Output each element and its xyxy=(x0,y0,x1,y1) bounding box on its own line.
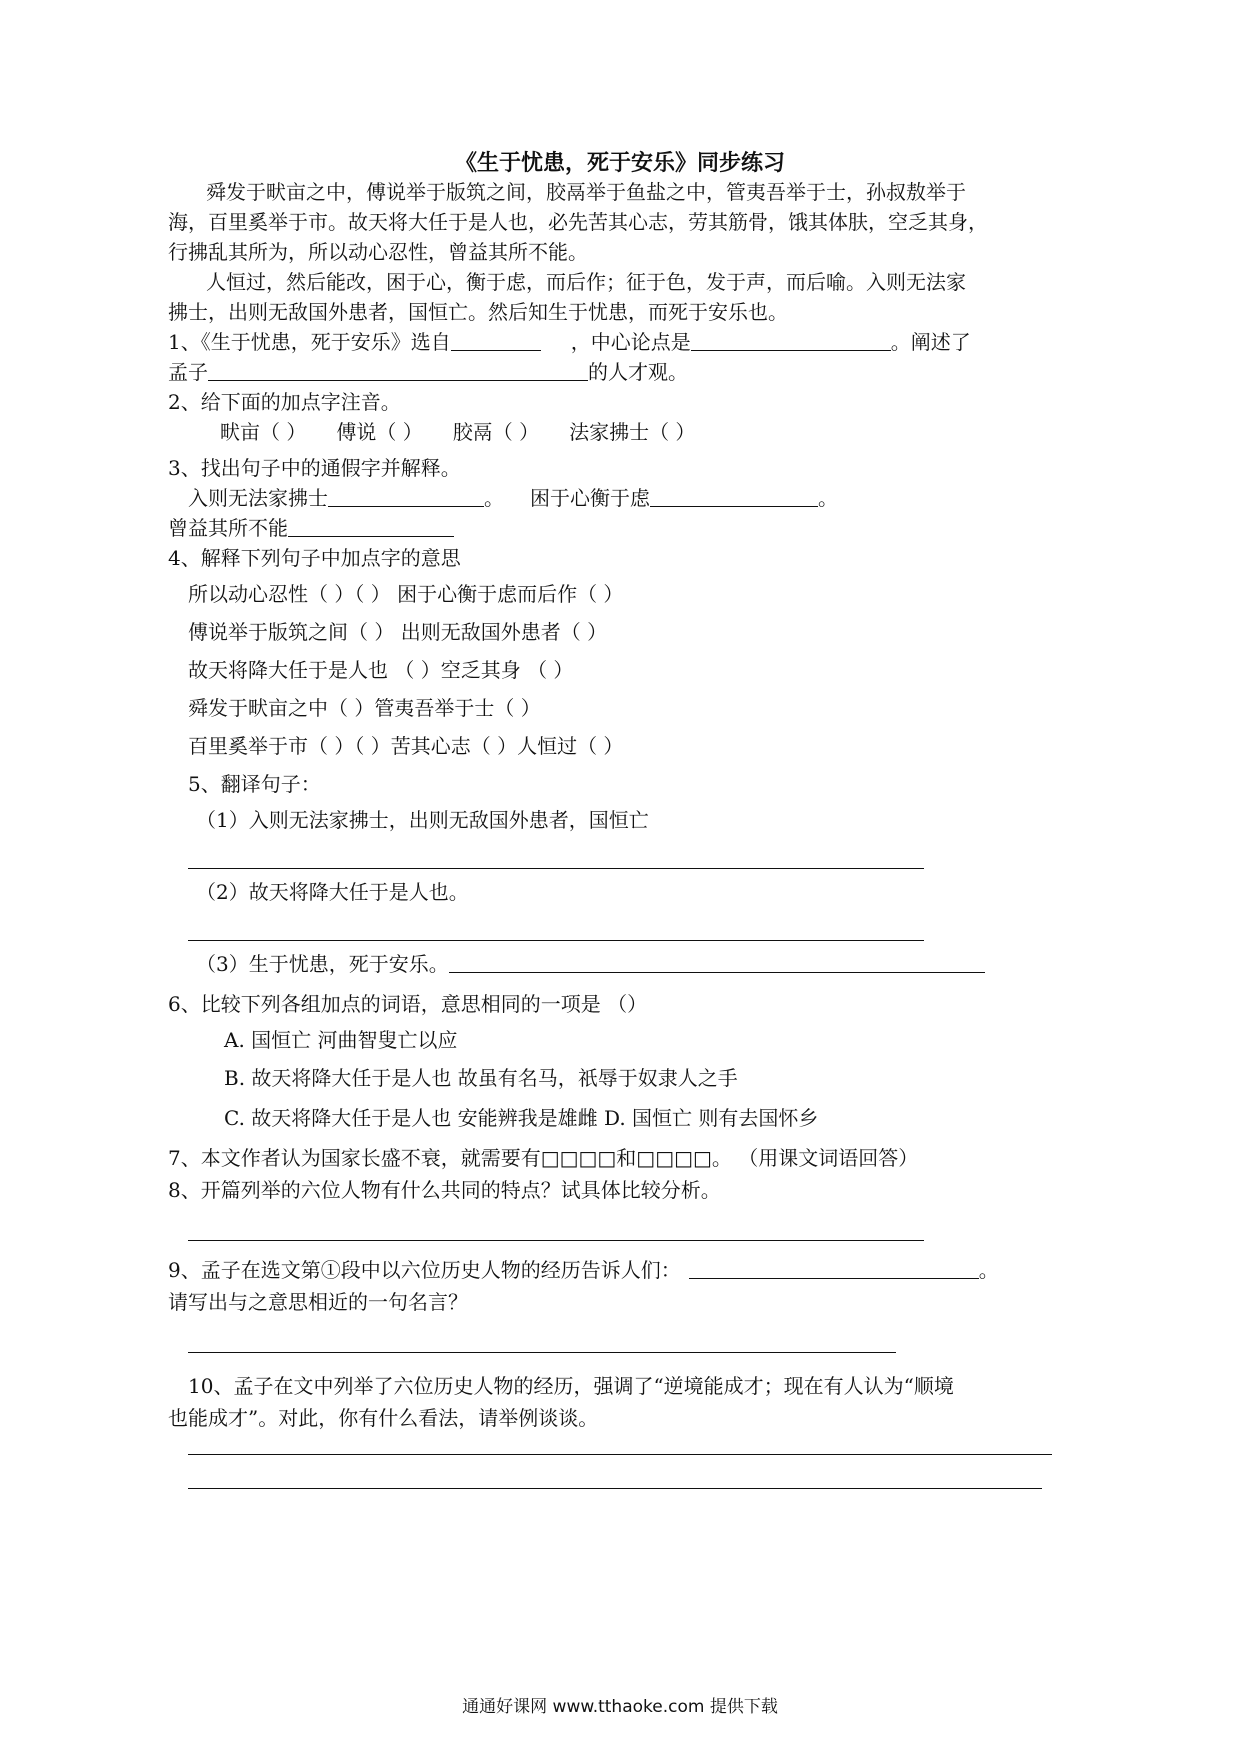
question-1-cont xyxy=(168,358,688,386)
question-4-stem: 4、解释下列句子中加点字的意思 xyxy=(168,546,461,570)
question-10: 10、孟子在文中列举了六位历史人物的经历，强调了“逆境能成才；现在有人认为“顺境 xyxy=(188,1374,954,1398)
question-text: 9、孟子在选文第①段中以六位历史人物的经历告诉人们： xyxy=(168,1258,681,1282)
pinyin-item: 法家拂士（ ） xyxy=(569,420,696,444)
answer-line[interactable] xyxy=(188,1488,1042,1489)
question-text: 的人才观。 xyxy=(588,360,688,384)
question-6-option: B. 故天将降大任于是人也 故虽有名马，祇辱于奴隶人之手 xyxy=(224,1066,738,1090)
question-5-sentence: （1）入则无法家拂士，出则无敌国外患者，国恒亡 xyxy=(196,808,649,832)
question-4-row: 百里奚举于市（ ）（ ）苦其心志（ ）人恒过（ ） xyxy=(188,734,624,758)
question-4-row: 所以动心忍性（ ）（ ） 困于心衡于虑而后作（ ） xyxy=(188,582,624,606)
page-title: 《生于忧患，死于安乐》同步练习 xyxy=(454,150,785,176)
passage-line: 拂士，出则无敌国外患者，国恒亡。然后知生于忧患，而死于安乐也。 xyxy=(168,300,788,324)
answer-line[interactable] xyxy=(188,940,924,941)
passage-line: 人恒过，然后能改，困于心，衡于虑，而后作；征于色，发于声，而后喻。入则无法家 xyxy=(206,270,966,294)
passage-line: 海，百里奚举于市。故天将大任于是人也，必先苦其心志，劳其筋骨，饿其体肤，空乏其身， xyxy=(168,210,988,234)
answer-blank[interactable] xyxy=(449,950,985,973)
answer-line[interactable] xyxy=(188,1240,924,1241)
page-footer: 通通好课网 www.tthaoke.com 提供下载 xyxy=(462,1697,778,1717)
question-text: 。 xyxy=(978,1258,999,1282)
question-4-row: 故天将降大任于是人也 （ ）空乏其身 （ ） xyxy=(188,658,574,682)
question-text: 孟子 xyxy=(168,360,208,384)
question-10-cont: 也能成才”。对此，你有什么看法，请举例谈谈。 xyxy=(168,1406,599,1430)
question-3-row xyxy=(168,514,454,542)
question-text: 。 xyxy=(818,486,838,510)
question-2-items xyxy=(220,418,695,446)
answer-blank[interactable] xyxy=(208,358,588,381)
question-text: 1、《生于忧患，死于安乐》选自 xyxy=(168,330,451,354)
answer-blank[interactable] xyxy=(288,514,454,537)
question-text: （3）生于忧患，死于安乐。 xyxy=(196,952,449,976)
answer-blank[interactable] xyxy=(691,328,891,351)
question-1 xyxy=(168,328,971,356)
answer-blank[interactable] xyxy=(451,328,541,351)
question-text: 。阐述了 xyxy=(890,330,971,354)
question-5-sentence xyxy=(196,950,985,978)
answer-blank[interactable] xyxy=(650,484,818,507)
question-6-stem: 6、比较下列各组加点的词语，意思相同的一项是 （） xyxy=(168,992,648,1016)
answer-blank[interactable] xyxy=(328,484,484,507)
answer-line[interactable] xyxy=(188,868,924,869)
passage-line: 舜发于畎亩之中，傅说举于版筑之间，胶鬲举于鱼盐之中，管夷吾举于士，孙叔敖举于 xyxy=(206,180,966,204)
answer-line[interactable] xyxy=(188,1352,896,1353)
question-text: ，中心论点是 xyxy=(570,330,691,354)
question-text: 。 xyxy=(484,486,504,510)
pinyin-item: 傅说（ ） xyxy=(336,420,423,444)
question-5-stem: 5、翻译句子： xyxy=(188,772,321,796)
question-text: 入则无法家拂士 xyxy=(188,486,328,510)
question-4-row: 傅说举于版筑之间（ ） 出则无敌国外患者（ ） xyxy=(188,620,608,644)
question-7: 7、本文作者认为国家长盛不衰，就需要有□□□□和□□□□。 （用课文词语回答） xyxy=(168,1146,919,1170)
question-text: 困于心衡于虑 xyxy=(530,486,650,510)
pinyin-item: 畎亩（ ） xyxy=(220,420,307,444)
question-4-row: 舜发于畎亩之中（ ）管夷吾举于士（ ） xyxy=(188,696,541,720)
question-9 xyxy=(168,1256,999,1284)
question-8: 8、开篇列举的六位人物有什么共同的特点？试具体比较分析。 xyxy=(168,1178,721,1202)
question-5-sentence: （2）故天将降大任于是人也。 xyxy=(196,880,469,904)
question-2-stem: 2、给下面的加点字注音。 xyxy=(168,390,401,414)
question-3-stem: 3、找出句子中的通假字并解释。 xyxy=(168,456,461,480)
question-9-cont: 请写出与之意思相近的一句名言？ xyxy=(168,1290,468,1314)
question-6-option: C. 故天将降大任于是人也 安能辨我是雄雌 D. 国恒亡 则有去国怀乡 xyxy=(224,1106,819,1130)
question-text: 曾益其所不能 xyxy=(168,516,288,540)
question-3-row xyxy=(188,484,838,512)
pinyin-item: 胶鬲（ ） xyxy=(452,420,540,444)
answer-blank[interactable] xyxy=(689,1256,979,1279)
passage-line: 行拂乱其所为，所以动心忍性，曾益其所不能。 xyxy=(168,240,588,264)
answer-line[interactable] xyxy=(188,1454,1052,1455)
question-6-option: A. 国恒亡 河曲智叟亡以应 xyxy=(224,1028,458,1052)
